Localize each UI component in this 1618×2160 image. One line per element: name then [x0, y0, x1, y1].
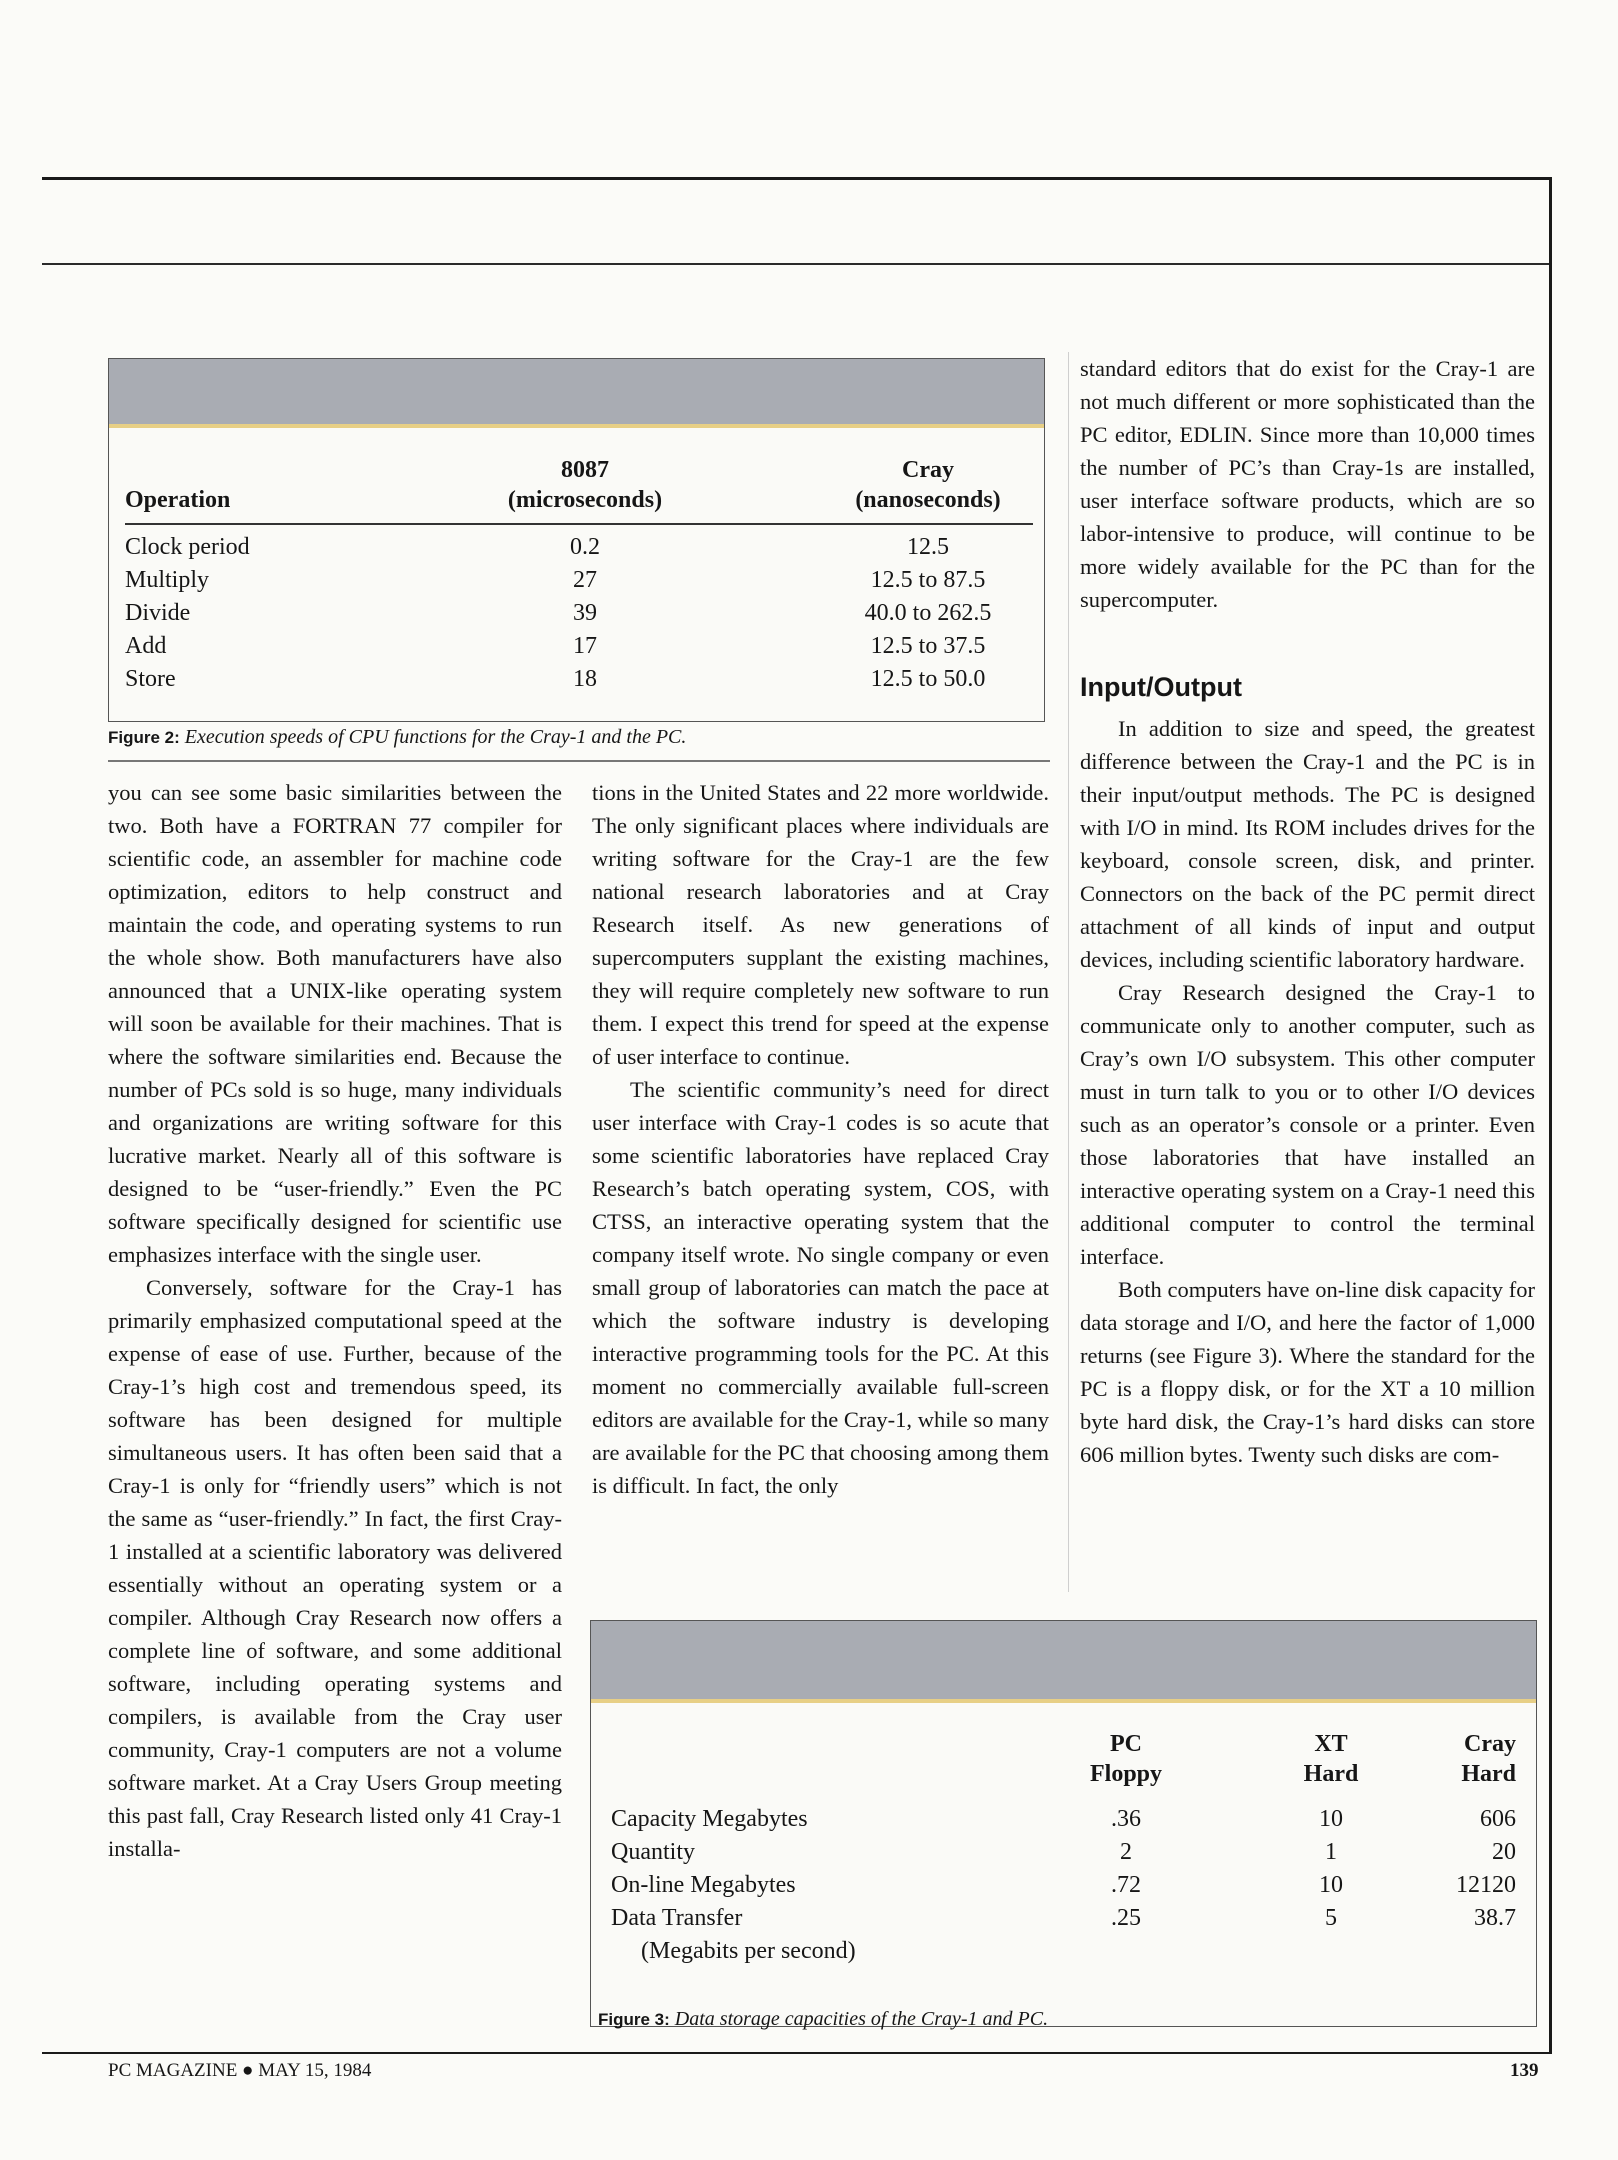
cell-xt-hard: 5	[1325, 1905, 1337, 1931]
figure-2-header-band	[109, 359, 1044, 424]
header-xt-hard: XT Hard	[1303, 1731, 1359, 1787]
article-column-1	[108, 776, 562, 1865]
cell-cray: 12.5 to 37.5	[870, 633, 986, 659]
cell-cray: 12.5 to 50.0	[870, 666, 986, 692]
cell-8087: 39	[573, 600, 597, 626]
figure-2-table-box	[108, 358, 1045, 722]
figure-3-caption: Figure 3: Data storage capacities of the Cray-1 and PC.	[598, 2008, 1049, 2030]
bottom-rule	[42, 2052, 1552, 2054]
table-row	[611, 1902, 1516, 1935]
table-row	[611, 1836, 1516, 1869]
section-heading: Input/Output	[1080, 672, 1242, 702]
table-row	[125, 564, 1033, 597]
cell-cray: 12.5	[907, 534, 949, 560]
cell-xt-hard: 1	[1325, 1839, 1337, 1865]
publication-footer: PC MAGAZINE ● MAY 15, 1984	[108, 2060, 372, 2081]
cell-label: Capacity Megabytes	[611, 1806, 808, 1832]
cell-operation: Clock period	[125, 534, 250, 560]
page-number: 139	[1510, 2060, 1539, 2081]
article-column-3-top	[1080, 352, 1535, 616]
right-rule	[1549, 177, 1552, 2054]
header-pc-floppy: PC Floppy	[1089, 1731, 1163, 1787]
header-blank	[611, 1729, 1021, 1803]
cell-8087: 18	[573, 666, 597, 692]
cell-label: Data Transfer	[611, 1905, 743, 1931]
table-row	[125, 663, 1033, 696]
cell-operation: Multiply	[125, 567, 210, 593]
paragraph: Both computers have on-line disk capacity for data storage and I/O, and here the factor of 1,000 returns (see Figure 3). Where the standard for the PC is a floppy disk, or for the XT a 10 million byte hard disk, the Cray-1’s hard disks can store 606 million bytes. Twenty such disks are com-	[1080, 1277, 1535, 1467]
header-operation: Operation	[125, 487, 231, 513]
paragraph: you can see some basic similarities between the two. Both have a FORTRAN 77 compiler for scientific code, an assembler for machine code optimization, editors to help construct and maintain the code, and operating systems to run the whole show. Both manufacturers have also announced that a UNIX-like operating system will soon be available for their machines. That is where the software similarities end. Because the number of PCs sold is so huge, many individuals and organizations are writing software for this lucrative market. Nearly all of this software is designed to be “user-friendly.” Even the PC software specifically designed for scientific use emphasizes interface with the single user.	[108, 780, 562, 1267]
figure-3-header-band	[591, 1621, 1536, 1699]
table-header-row	[125, 455, 1033, 524]
cell-xt-hard: 10	[1319, 1872, 1343, 1898]
paragraph: Cray Research designed the Cray-1 to communicate only to another computer, such as Cray’s own I/O subsystem. This other computer must in turn talk to you or to other I/O devices such as an operator’s console or a printer. Even those laboratories that have installed an interactive operating system on a Cray-1 need this additional computer to control the terminal interface.	[1080, 980, 1535, 1269]
figure-3-table-box	[590, 1620, 1537, 2027]
header-8087: 8087 (microseconds)	[507, 457, 663, 513]
cell-pc-floppy: .25	[1111, 1905, 1141, 1931]
cell-operation: Divide	[125, 600, 191, 626]
figure-2-caption: Figure 2: Execution speeds of CPU functions for the Cray-1 and the PC.	[108, 726, 687, 748]
top-rule	[42, 177, 1552, 180]
cell-label: On-line Megabytes	[611, 1872, 796, 1898]
paragraph: The scientific community’s need for direct user interface with Cray-1 codes is so acute that some scientific laboratories have replaced Cray Research’s batch operating system, COS, with CTSS, an interactive operating system that the company itself wrote. No single company or even small group of laboratories can match the pace at which the software industry is developing interactive programming tools for the PC. At this moment no commercially available full-screen editors are available for the Cray-1, while so many are available for the PC that choosing among them is difficult. In fact, the only	[592, 1077, 1049, 1498]
table-row	[125, 630, 1033, 663]
figure-3-table	[611, 1729, 1516, 1968]
table-row	[125, 597, 1033, 630]
header-cray-hard: Cray Hard	[1461, 1731, 1516, 1787]
cell-cray-hard: 12120	[1456, 1872, 1516, 1898]
cell-8087: 0.2	[570, 534, 600, 560]
cell-operation: Add	[125, 633, 167, 659]
cell-cray-hard: 38.7	[1474, 1905, 1516, 1931]
figure-2-table	[125, 455, 1033, 696]
cell-label-sub: (Megabits per second)	[641, 1938, 856, 1964]
paragraph: In addition to size and speed, the greatest difference between the Cray-1 and the PC is in their input/output methods. The PC is designed with I/O in mind. Its ROM includes drives for the keyboard, console screen, disk, and printer. Connectors on the back of the PC permit direct attachment of all kinds of input and output devices, including scientific laboratory hardware.	[1080, 716, 1535, 972]
cell-pc-floppy: .36	[1111, 1806, 1141, 1832]
article-column-3-bottom	[1080, 712, 1535, 1471]
paragraph: tions in the United States and 22 more worldwide. The only significant places where individuals are writing software for the Cray-1 are the few national research laboratories and at Cray Research itself. As new generations of supercomputers supplant the existing machines, they will require completely new software to run them. I expect this trend for speed at the expense of user interface to continue.	[592, 780, 1049, 1069]
cell-cray-hard: 20	[1492, 1839, 1516, 1865]
cell-pc-floppy: 2	[1120, 1839, 1132, 1865]
table-row	[611, 1869, 1516, 1902]
cell-cray: 40.0 to 262.5	[864, 600, 992, 626]
header-rule	[42, 263, 1552, 265]
cell-label: Quantity	[611, 1839, 695, 1865]
header-cray: Cray (nanoseconds)	[855, 457, 1001, 513]
paragraph: Conversely, software for the Cray-1 has primarily emphasized computational speed at the expense of ease of use. Further, because of the Cray-1’s high cost and tremendous speed, its software has been designed for multiple simultaneous users. It has often been said that a Cray-1 is only for “friendly users” which is not the same as “user-friendly.” In fact, the first Cray-1 installed at a scientific laboratory was delivered essentially without an operating system or a compiler. Although Cray Research now offers a complete line of software, and some additional software, including operating systems and compilers, is available from the Cray user community, Cray-1 computers are not a volume software market. At a Cray Users Group meeting this past fall, Cray Research listed only 41 Cray-1 installa-	[108, 1275, 562, 1861]
article-column-2	[592, 776, 1049, 1502]
cell-8087: 17	[573, 633, 597, 659]
cell-cray: 12.5 to 87.5	[870, 567, 986, 593]
cell-xt-hard: 10	[1319, 1806, 1343, 1832]
caption-rule	[108, 760, 1050, 762]
cell-pc-floppy: .72	[1111, 1872, 1141, 1898]
table-row	[611, 1803, 1516, 1836]
cell-operation: Store	[125, 666, 176, 692]
cell-cray-hard: 606	[1480, 1806, 1516, 1832]
table-header-row	[611, 1729, 1516, 1803]
column-rule	[1068, 352, 1069, 1592]
table-row-sub	[611, 1935, 1516, 1968]
paragraph: standard editors that do exist for the Cray-1 are not much different or more sophisticated than the PC editor, EDLIN. Since more than 10,000 times the number of PC’s than Cray-1s are installed, user interface software products, which are so labor-intensive to produce, will continue to be more widely available for the PC than for the supercomputer.	[1080, 356, 1535, 612]
cell-8087: 27	[573, 567, 597, 593]
table-row	[125, 524, 1033, 564]
